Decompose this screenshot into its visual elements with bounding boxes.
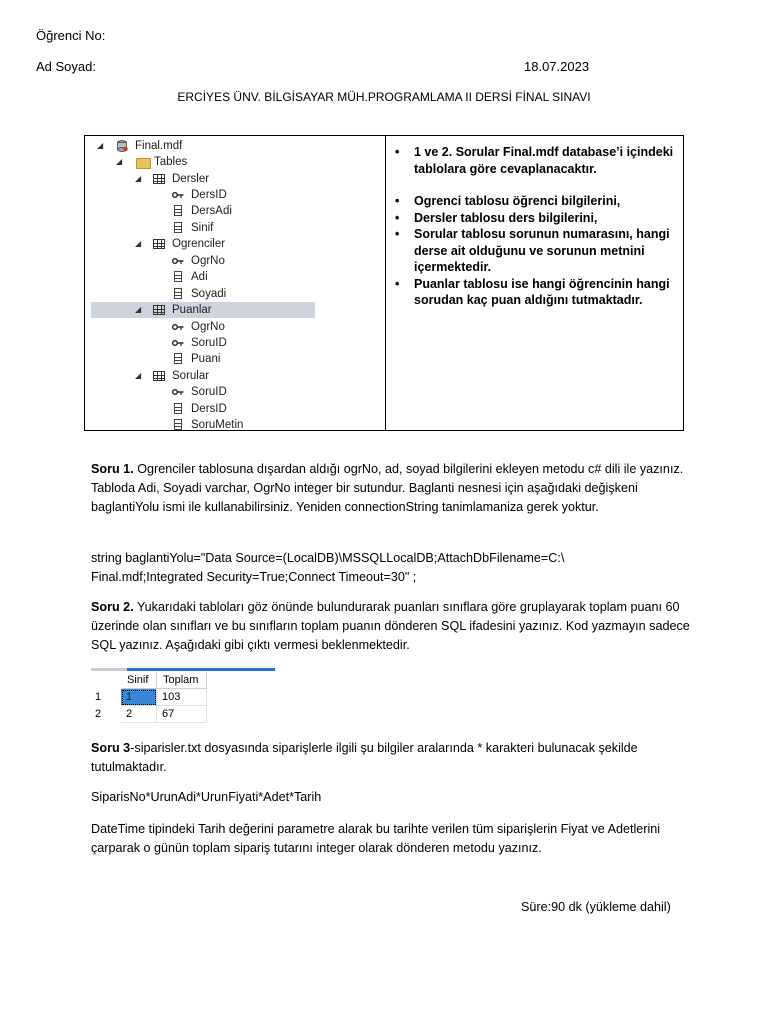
column-name: Adi [191, 271, 208, 283]
cell-sinif[interactable]: 2 [121, 706, 157, 723]
tree-node-table-puanlar[interactable] [91, 302, 315, 318]
schema-and-notes-table [84, 135, 684, 431]
expand-arrow-icon[interactable]: ◢ [135, 305, 142, 314]
column-name: SoruID [191, 386, 227, 398]
column-name: Sinif [191, 222, 214, 234]
column-name: DersID [191, 403, 227, 415]
table-icon [153, 174, 165, 184]
column-icon [174, 288, 182, 299]
column-name: DersID [191, 189, 227, 201]
table-name: Sorular [172, 370, 210, 382]
grid-top-bar-left [91, 668, 127, 671]
notes-cell [386, 136, 683, 430]
row-number[interactable]: 1 [95, 691, 102, 703]
object-explorer-tree [85, 136, 386, 430]
column-icon [174, 205, 182, 216]
exam-title: ERCİYES ÜNV. BİLGİSAYAR MÜH.PROGRAMLAMA II DERSİ FİNAL SINAVI [177, 90, 591, 104]
column-name: OgrNo [191, 255, 225, 267]
note-item: • 1 ve 2. Sorular Final.mdf database’i içindeki tablolara göre cevaplanacaktır. [414, 144, 676, 177]
notes-list [414, 144, 676, 309]
folder-icon [136, 158, 151, 169]
question-3-description: DateTime tipindeki Tarih değerini parametre alarak bu tarihte verilen tüm siparişlerin Fiyat ve Adetlerini çarparak o günün toplam sipariş tutarını integer olarak dönderen metodu yazınız. [91, 822, 661, 855]
column-name: SoruMetin [191, 419, 244, 430]
column-name: Soyadi [191, 288, 227, 300]
connection-string-line-1: string baglantiYolu="Data Source=(LocalDB)\MSSQLLocalDB;AttachDbFilename=C:\ [91, 551, 565, 565]
note-item: • Ogrenci tablosu öğrenci bilgilerini, [414, 193, 676, 210]
table-icon [153, 371, 165, 381]
database-icon [117, 140, 128, 152]
note-item: • Dersler tablosu ders bilgilerini, [414, 210, 676, 227]
question-1-label: Soru 1. [91, 462, 134, 476]
folder-name: Tables [154, 156, 188, 168]
key-icon [172, 323, 184, 331]
database-name: Final.mdf [135, 140, 183, 152]
connection-string-line-2: Final.mdf;Integrated Security=True;Connect Timeout=30" ; [91, 570, 417, 584]
expand-arrow-icon[interactable]: ◢ [135, 174, 142, 183]
expand-arrow-icon[interactable]: ◢ [116, 157, 123, 166]
column-icon [174, 271, 182, 282]
column-name: SoruID [191, 337, 227, 349]
note-item: • Puanlar tablosu ise hangi öğrencinin hangi sorudan kaç puan aldığını tutmaktadır. [414, 276, 676, 309]
table-icon [153, 305, 165, 315]
column-header-sinif[interactable]: Sinif [121, 672, 157, 689]
student-no-label: Öğrenci No: [36, 28, 106, 43]
column-icon [174, 403, 182, 414]
exam-date: 18.07.2023 [524, 59, 590, 74]
question-3-text: -siparisler.txt dosyasında siparişlerle ilgili şu bilgiler aralarında * karakteri bulunacak şekilde tutulmaktadır. [91, 741, 638, 774]
key-icon [172, 339, 184, 347]
column-name: DersAdi [191, 205, 232, 217]
key-icon [172, 191, 184, 199]
question-3-label: Soru 3 [91, 741, 131, 755]
cell-sinif[interactable]: 1 [121, 689, 157, 706]
cell-toplam[interactable]: 103 [157, 689, 207, 706]
table-name: Puanlar [172, 304, 212, 316]
column-icon [174, 419, 182, 430]
expand-arrow-icon[interactable]: ◢ [135, 239, 142, 248]
question-1-text: Ogrenciler tablosuna dışardan aldığı ogrNo, ad, soyad bilgilerini ekleyen metodu c# dili ile yazınız. Tabloda Adi, Soyadi varchar, OgrNo integer bir sutundur. Baglanti nesnesi için aşağıdaki değişkeni baglantiYolu ismi ile kullanabilirsiniz. Yeniden connectionString tanimlamaniza gerek yoktur. [91, 462, 684, 514]
column-name: Puani [191, 353, 221, 365]
column-name: OgrNo [191, 321, 225, 333]
table-name: Dersler [172, 173, 210, 185]
column-icon [174, 353, 182, 364]
question-2-text: Yukarıdaki tabloları göz önünde bulundurarak puanları sınıflara göre gruplayarak toplam puanı 60 üzerinde olan sınıfları ve bu sınıfların toplam puanın dönderen SQL ifadesini yazınız. Kod yazmayın sadece SQL yazınız. Aşağıdaki gibi çıktı vermesi beklenmektedir. [91, 600, 690, 652]
column-icon [174, 222, 182, 233]
table-icon [153, 239, 165, 249]
question-2-label: Soru 2. [91, 600, 134, 614]
key-icon [172, 257, 184, 265]
note-item: • Sorular tablosu sorunun numarasını, hangi derse ait olduğunu ve sorunun metnini içermektedir. [414, 226, 676, 276]
key-icon [172, 388, 184, 396]
question-1 [91, 460, 691, 517]
exam-duration: Süre:90 dk (yükleme dahil) [521, 900, 671, 914]
name-label: Ad Soyad: [36, 59, 96, 74]
file-format-line: SiparisNo*UrunAdi*UrunFiyati*Adet*Tarih [91, 790, 322, 804]
cell-toplam[interactable]: 67 [157, 706, 207, 723]
question-3 [91, 739, 691, 777]
row-number[interactable]: 2 [95, 708, 102, 720]
connection-string [91, 549, 691, 587]
table-name: Ogrenciler [172, 238, 226, 250]
column-header-toplam[interactable]: Toplam [157, 672, 207, 689]
question-2 [91, 598, 691, 655]
expand-arrow-icon[interactable]: ◢ [135, 371, 142, 380]
expand-arrow-icon[interactable]: ◢ [97, 141, 104, 150]
